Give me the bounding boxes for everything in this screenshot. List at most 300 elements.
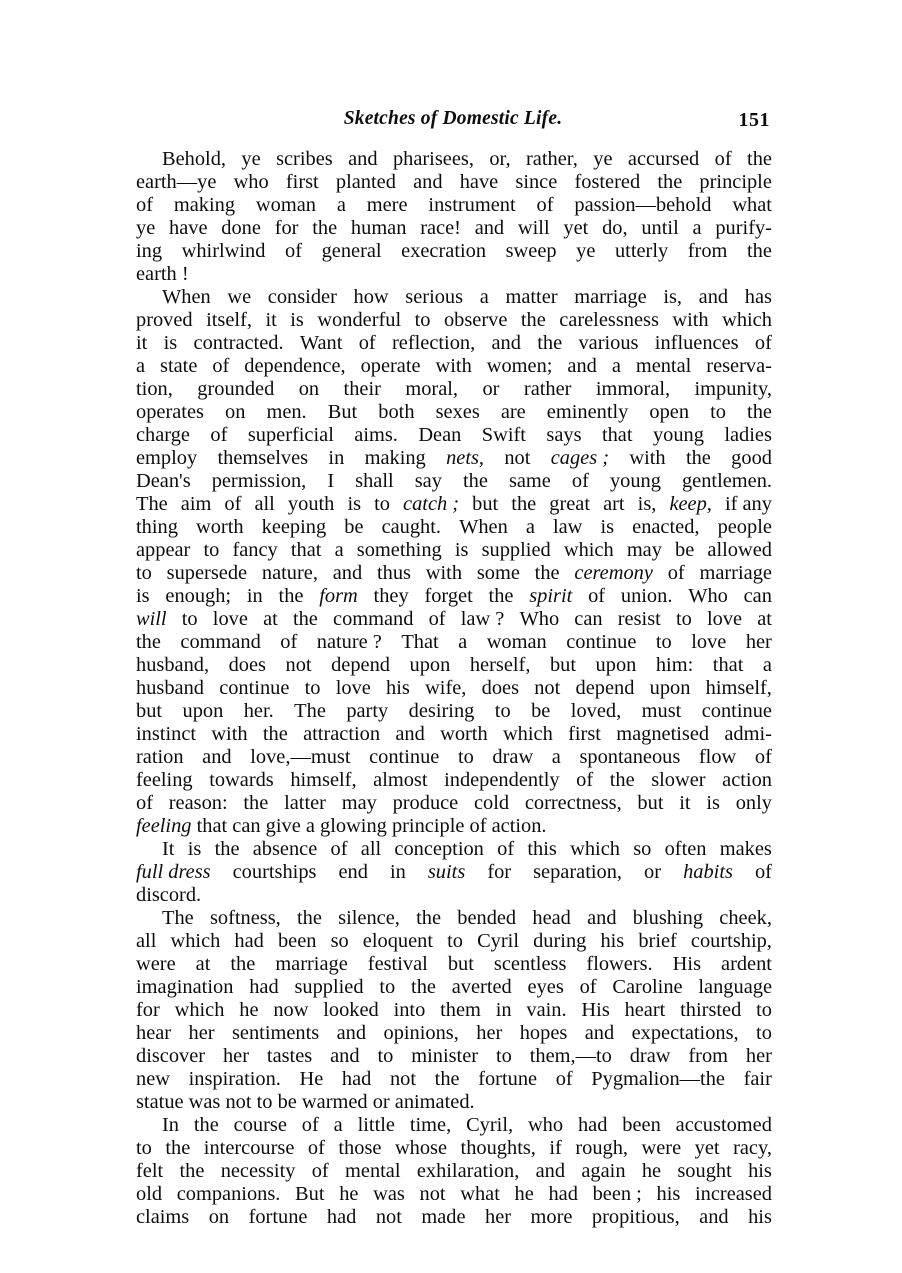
word: to <box>304 677 321 699</box>
word: love <box>706 608 743 630</box>
word: draw <box>492 746 534 768</box>
word: is <box>347 493 362 515</box>
word: makes <box>719 838 772 860</box>
word: festival <box>367 953 428 975</box>
word: youth <box>287 493 335 515</box>
word: union. <box>620 585 673 607</box>
word: will <box>517 217 550 239</box>
word: It <box>162 838 175 860</box>
word: or, <box>489 148 511 170</box>
word: of <box>754 746 772 768</box>
word: continue <box>701 700 772 722</box>
word: he <box>641 1160 662 1182</box>
word: to <box>655 631 672 653</box>
text-line <box>136 700 772 723</box>
word: contracted. <box>193 332 284 354</box>
word: fortune <box>248 1206 308 1228</box>
word: at <box>195 953 211 975</box>
text-line <box>136 769 772 792</box>
word: for <box>136 999 160 1021</box>
word: the <box>193 1114 219 1136</box>
word: draw <box>629 1045 671 1067</box>
word: we <box>227 286 252 308</box>
word: not <box>285 654 312 676</box>
word: their <box>343 378 381 400</box>
text-line <box>136 1137 772 1160</box>
word: upon <box>409 654 451 676</box>
text-line <box>136 562 772 585</box>
word: is, <box>637 493 657 515</box>
word: had <box>577 1114 608 1136</box>
text-line <box>162 1114 772 1137</box>
word: influences <box>654 332 739 354</box>
word: both <box>378 401 415 423</box>
word: in <box>389 861 406 883</box>
word: the <box>657 171 683 193</box>
word: of <box>754 861 772 883</box>
word: of <box>714 148 732 170</box>
word: reflection, <box>391 332 476 354</box>
word: form <box>319 585 358 607</box>
word: a <box>333 1114 343 1136</box>
word: to <box>414 309 431 331</box>
word: ye <box>241 148 261 170</box>
word: head <box>532 907 571 929</box>
word: nature ? <box>316 631 382 653</box>
word: a <box>525 516 535 538</box>
word: separation, <box>533 861 623 883</box>
word: is <box>187 838 202 860</box>
word: be <box>531 700 551 722</box>
word: caught. <box>381 516 442 538</box>
word: had <box>249 976 279 998</box>
word: matter <box>505 286 558 308</box>
word: woman <box>255 194 316 216</box>
word: of <box>571 470 589 492</box>
word: and <box>330 1045 360 1067</box>
word: for <box>274 217 299 239</box>
word: in <box>246 585 263 607</box>
word: forget <box>424 585 473 607</box>
word: superficial <box>247 424 334 446</box>
text-line <box>136 1160 772 1183</box>
word: of <box>576 769 594 791</box>
word: her. <box>243 700 274 722</box>
word: But <box>327 401 358 423</box>
word: desiring <box>408 700 475 722</box>
text-line <box>136 792 772 815</box>
word: nets, <box>446 447 485 469</box>
word: had <box>548 1183 578 1205</box>
word: to <box>181 608 198 630</box>
word: some <box>476 562 520 584</box>
word: a <box>611 355 621 377</box>
word: ye <box>576 240 596 262</box>
word: Cyril, <box>466 1114 514 1136</box>
word: something <box>356 539 442 561</box>
word: to <box>495 1045 512 1067</box>
word: the <box>165 1137 191 1159</box>
word: he <box>239 999 259 1021</box>
text-line <box>136 723 772 746</box>
word: upon <box>649 677 691 699</box>
word: the <box>462 470 488 492</box>
word: to <box>377 1045 394 1067</box>
word: the <box>511 493 537 515</box>
word: tastes <box>266 1045 313 1067</box>
word: When <box>459 516 508 538</box>
word: magnetised <box>616 723 710 745</box>
word: exhilaration, <box>416 1160 520 1182</box>
word: says <box>546 424 582 446</box>
word: correctness, <box>524 792 622 814</box>
word: operates <box>136 401 204 423</box>
word: on <box>208 1206 230 1228</box>
word: his <box>656 1183 681 1205</box>
word: what <box>460 1183 500 1205</box>
word: catch ; <box>403 493 460 515</box>
word: the <box>685 447 711 469</box>
word: on <box>298 378 320 400</box>
word: that <box>601 424 633 446</box>
word: towards <box>209 769 274 791</box>
word: law ? <box>460 608 505 630</box>
word: into <box>393 999 426 1021</box>
word: Caroline <box>612 976 683 998</box>
word: love <box>691 631 727 653</box>
word: has <box>744 286 772 308</box>
word: supplied <box>294 976 364 998</box>
text-line <box>136 677 772 700</box>
word: and <box>336 1022 367 1044</box>
word: upon <box>595 654 637 676</box>
text-line <box>136 539 772 562</box>
word: of <box>224 493 242 515</box>
word: had <box>326 1206 357 1228</box>
word: her <box>745 1045 772 1067</box>
word: were <box>136 953 176 975</box>
word: which <box>502 723 553 745</box>
text-line <box>136 746 772 769</box>
word: love <box>335 677 371 699</box>
word: woman <box>486 631 547 653</box>
word: ing <box>136 240 163 262</box>
word: is <box>163 332 178 354</box>
word: looked <box>323 999 379 1021</box>
word: made <box>421 1206 466 1228</box>
text-line <box>136 378 772 401</box>
word: who <box>233 171 269 193</box>
word: instrument <box>428 194 516 216</box>
word: law <box>552 516 583 538</box>
word: serious <box>405 286 464 308</box>
word: the <box>416 907 442 929</box>
word: all <box>254 493 275 515</box>
word: resist <box>617 608 661 630</box>
word: first <box>568 723 601 745</box>
word: little <box>357 1114 395 1136</box>
word: of <box>136 194 153 216</box>
word: worth <box>440 723 488 745</box>
word: wife, <box>425 677 467 699</box>
word: which <box>174 999 225 1021</box>
word: state <box>160 355 198 377</box>
word: with <box>425 562 463 584</box>
word: action <box>722 769 772 791</box>
word: ceremony <box>574 562 653 584</box>
word: appear <box>136 539 191 561</box>
word: and <box>535 1160 566 1182</box>
word: the <box>136 631 161 653</box>
word: a <box>136 355 146 377</box>
word: the <box>411 976 436 998</box>
word: The <box>294 700 326 722</box>
word: full dress <box>136 861 211 883</box>
word: making <box>173 194 236 216</box>
word: continue <box>566 631 637 653</box>
word: blushing <box>632 907 704 929</box>
word: at <box>263 608 278 630</box>
word: sexes <box>435 401 480 423</box>
word: of <box>428 608 446 630</box>
word: yet <box>563 217 589 239</box>
text-line <box>136 1183 772 1206</box>
word: at <box>757 608 772 630</box>
word: but <box>136 700 163 722</box>
text-line <box>136 1206 772 1229</box>
word: a <box>458 631 468 653</box>
word: immoral, <box>595 378 671 400</box>
word: but <box>447 953 474 975</box>
word: language <box>698 976 772 998</box>
word: does <box>228 654 266 676</box>
word: them <box>440 999 481 1021</box>
word: enacted, <box>632 516 700 538</box>
word: not <box>504 447 531 469</box>
word: or <box>482 378 500 400</box>
word: to <box>136 562 152 584</box>
word: course <box>233 1114 287 1136</box>
word: rather, <box>526 148 578 170</box>
word: vain. <box>526 999 567 1021</box>
word: he <box>514 1183 534 1205</box>
word: of <box>210 424 228 446</box>
word: and <box>567 355 597 377</box>
word: of <box>330 838 348 860</box>
word: observe <box>443 309 508 331</box>
word: have <box>459 171 499 193</box>
word: But <box>295 1183 325 1205</box>
word: utterly <box>614 240 669 262</box>
word: minister <box>411 1045 479 1067</box>
word: the <box>520 309 546 331</box>
word: itself, <box>206 309 252 331</box>
word: felt <box>136 1160 164 1182</box>
word: and <box>348 148 378 170</box>
word: command <box>333 608 414 630</box>
word: now <box>273 999 309 1021</box>
word: proved <box>136 309 193 331</box>
word: In <box>162 1114 179 1136</box>
word: the <box>262 723 288 745</box>
word: spontaneous <box>579 746 681 768</box>
word: He <box>299 1068 324 1090</box>
word: The <box>162 907 194 929</box>
word: thing <box>136 516 178 538</box>
word: but <box>549 654 577 676</box>
word: himself, <box>290 769 357 791</box>
word: was <box>373 1183 405 1205</box>
word: during <box>533 930 587 952</box>
word: spirit <box>529 585 573 607</box>
word: pharisees, <box>392 148 474 170</box>
word: is <box>454 539 469 561</box>
word: which <box>570 838 620 860</box>
word: had <box>234 930 264 952</box>
text-line <box>136 332 772 355</box>
word: to <box>136 1137 152 1159</box>
word: courtship, <box>690 930 772 952</box>
word: silence, <box>338 907 400 929</box>
word: discover <box>136 1045 206 1067</box>
word: and <box>395 723 425 745</box>
word: impunity, <box>694 378 772 400</box>
word: his <box>600 930 625 952</box>
word: to <box>374 493 390 515</box>
word: of <box>754 332 772 354</box>
word: nature, <box>261 562 318 584</box>
word: to <box>447 930 463 952</box>
word: gentlemen. <box>681 470 772 492</box>
word: depend <box>575 677 635 699</box>
text-line <box>136 194 772 217</box>
word: sentiments <box>231 1022 320 1044</box>
word: the <box>214 838 240 860</box>
word: eyes <box>527 976 564 998</box>
word: done <box>221 217 261 239</box>
word: husband, <box>136 654 210 676</box>
word: conception <box>394 838 484 860</box>
word: if <box>549 1137 562 1159</box>
word: supplied <box>481 539 551 561</box>
word: eloquent <box>362 930 434 952</box>
word: race! <box>420 217 461 239</box>
word: of <box>285 240 303 262</box>
word: been <box>277 930 317 952</box>
word: is <box>290 309 304 331</box>
text-line <box>136 1045 772 1068</box>
word: companions. <box>176 1183 281 1205</box>
word: until <box>641 217 679 239</box>
word: purify- <box>715 217 772 239</box>
word: latter <box>284 792 326 814</box>
text-line <box>136 631 772 654</box>
word: of <box>280 631 298 653</box>
word: habits <box>683 861 733 883</box>
word: dependence, <box>244 355 346 377</box>
text-line <box>136 309 772 332</box>
word: and <box>699 1206 729 1228</box>
running-head <box>136 108 770 134</box>
word: marriage <box>574 286 647 308</box>
word: the <box>609 769 635 791</box>
text-line <box>136 585 772 608</box>
word: may <box>626 539 662 561</box>
word: young <box>652 424 704 446</box>
word: whirlwind <box>181 240 266 262</box>
word: her <box>476 1022 503 1044</box>
text-line <box>162 838 772 861</box>
word: the <box>230 953 256 975</box>
word: permission, <box>211 470 307 492</box>
text-line <box>136 516 772 539</box>
word: bended <box>457 907 517 929</box>
word: fair <box>743 1068 772 1090</box>
word: old <box>136 1183 163 1205</box>
word: so <box>330 930 349 952</box>
word: they <box>373 585 409 607</box>
word: a <box>551 746 561 768</box>
word: had <box>341 1068 372 1090</box>
word: and <box>587 907 617 929</box>
word: of <box>301 1114 319 1136</box>
word: keeping <box>261 516 327 538</box>
word: cages ; <box>550 447 610 469</box>
word: operate <box>360 355 421 377</box>
word: aim <box>180 493 212 515</box>
word: but <box>637 792 664 814</box>
word: allowed <box>707 539 772 561</box>
word: open <box>649 401 690 423</box>
word: making <box>364 447 426 469</box>
word: racy, <box>733 1137 772 1159</box>
word: of <box>136 792 153 814</box>
word: accustomed <box>675 1114 772 1136</box>
text-line <box>136 999 772 1022</box>
word: cheek, <box>719 907 772 929</box>
word: with <box>211 723 248 745</box>
word: all <box>360 838 382 860</box>
word: principle <box>699 171 772 193</box>
word: and <box>698 286 729 308</box>
word: if any <box>724 493 772 515</box>
word: art <box>603 493 625 515</box>
word: sweep <box>505 240 557 262</box>
word: to <box>494 700 511 722</box>
word: softness, <box>209 907 281 929</box>
word: how <box>353 286 389 308</box>
word: which <box>563 539 614 561</box>
word: and <box>584 1022 615 1044</box>
word: the <box>243 792 269 814</box>
word: does <box>481 677 520 699</box>
word: execration <box>401 240 487 262</box>
word: instinct <box>136 723 197 745</box>
word: the <box>746 240 772 262</box>
word: party <box>346 700 389 722</box>
word: is <box>136 585 150 607</box>
word: scentless <box>493 953 567 975</box>
word: same <box>508 470 551 492</box>
word: worth <box>195 516 244 538</box>
word: love,—must <box>250 746 351 768</box>
word: and <box>413 171 443 193</box>
word: say <box>414 470 442 492</box>
word: not <box>534 677 561 699</box>
word: Who <box>688 585 728 607</box>
word: suits <box>427 861 466 883</box>
word: to <box>457 746 474 768</box>
